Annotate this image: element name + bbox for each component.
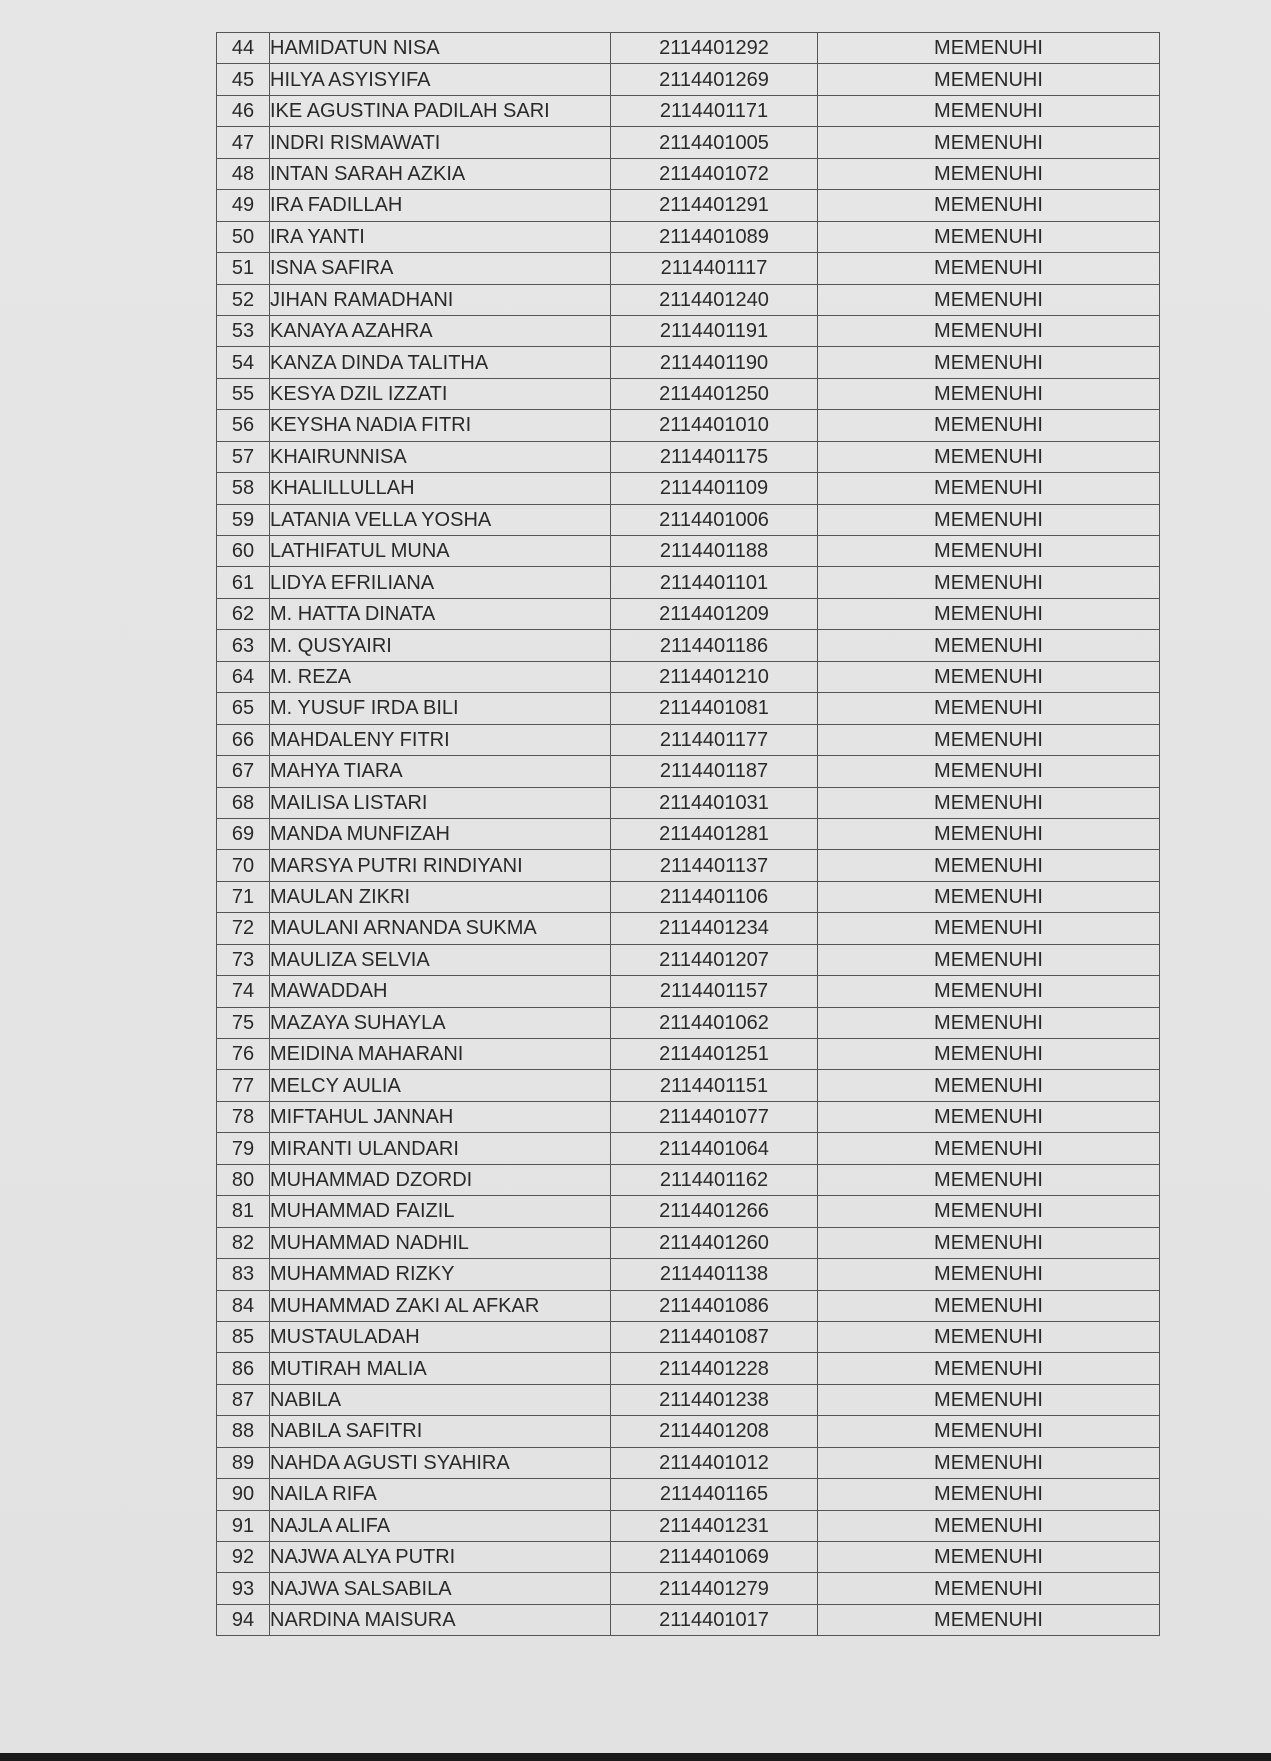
student-name: IRA FADILLAH (270, 190, 611, 221)
status-cell: MEMENUHI (818, 1133, 1160, 1164)
student-name: M. YUSUF IRDA BILI (270, 693, 611, 724)
table-row (217, 661, 1160, 692)
status-cell: MEMENUHI (818, 536, 1160, 567)
status-cell: MEMENUHI (818, 850, 1160, 881)
status-cell: MEMENUHI (818, 1070, 1160, 1101)
status-cell: MEMENUHI (818, 253, 1160, 284)
row-number: 68 (217, 787, 270, 818)
status-cell: MEMENUHI (818, 284, 1160, 315)
student-id: 2114401175 (611, 441, 818, 472)
row-number: 59 (217, 504, 270, 535)
row-number: 46 (217, 95, 270, 126)
status-cell: MEMENUHI (818, 1510, 1160, 1541)
row-number: 76 (217, 1039, 270, 1070)
row-number: 47 (217, 127, 270, 158)
table-row (217, 944, 1160, 975)
table-row (217, 724, 1160, 755)
student-name: NABILA SAFITRI (270, 1416, 611, 1447)
status-cell: MEMENUHI (818, 315, 1160, 346)
table-row (217, 1196, 1160, 1227)
status-cell: MEMENUHI (818, 410, 1160, 441)
student-name: MUHAMMAD FAIZIL (270, 1196, 611, 1227)
student-name: NARDINA MAISURA (270, 1604, 611, 1635)
row-number: 73 (217, 944, 270, 975)
student-name: LATHIFATUL MUNA (270, 536, 611, 567)
row-number: 85 (217, 1321, 270, 1352)
table-row (217, 441, 1160, 472)
status-cell: MEMENUHI (818, 378, 1160, 409)
student-name: KESYA DZIL IZZATI (270, 378, 611, 409)
status-cell: MEMENUHI (818, 1384, 1160, 1415)
student-name: M. QUSYAIRI (270, 630, 611, 661)
row-number: 53 (217, 315, 270, 346)
row-number: 92 (217, 1542, 270, 1573)
student-name: KHAIRUNNISA (270, 441, 611, 472)
row-number: 71 (217, 881, 270, 912)
table-row (217, 1164, 1160, 1195)
student-roster-table (216, 32, 1160, 1636)
row-number: 72 (217, 913, 270, 944)
table-row (217, 913, 1160, 944)
status-cell: MEMENUHI (818, 158, 1160, 189)
student-name: NABILA (270, 1384, 611, 1415)
row-number: 93 (217, 1573, 270, 1604)
table-row (217, 1101, 1160, 1132)
status-cell: MEMENUHI (818, 190, 1160, 221)
student-name: MUTIRAH MALIA (270, 1353, 611, 1384)
student-name: MAULANI ARNANDA SUKMA (270, 913, 611, 944)
student-name: KANZA DINDA TALITHA (270, 347, 611, 378)
student-name: MAULIZA SELVIA (270, 944, 611, 975)
row-number: 63 (217, 630, 270, 661)
table-row (217, 473, 1160, 504)
status-cell: MEMENUHI (818, 787, 1160, 818)
student-id: 2114401062 (611, 1007, 818, 1038)
row-number: 44 (217, 33, 270, 64)
status-cell: MEMENUHI (818, 1227, 1160, 1258)
row-number: 67 (217, 756, 270, 787)
student-name: MIRANTI ULANDARI (270, 1133, 611, 1164)
student-id: 2114401240 (611, 284, 818, 315)
status-cell: MEMENUHI (818, 1196, 1160, 1227)
student-name: ISNA SAFIRA (270, 253, 611, 284)
student-name: KEYSHA NADIA FITRI (270, 410, 611, 441)
status-cell: MEMENUHI (818, 913, 1160, 944)
student-id: 2114401005 (611, 127, 818, 158)
student-id: 2114401238 (611, 1384, 818, 1415)
student-id: 2114401069 (611, 1542, 818, 1573)
student-name: MAZAYA SUHAYLA (270, 1007, 611, 1038)
student-id: 2114401089 (611, 221, 818, 252)
status-cell: MEMENUHI (818, 598, 1160, 629)
table-row (217, 1133, 1160, 1164)
row-number: 65 (217, 693, 270, 724)
row-number: 49 (217, 190, 270, 221)
row-number: 88 (217, 1416, 270, 1447)
student-name: JIHAN RAMADHANI (270, 284, 611, 315)
student-name: LIDYA EFRILIANA (270, 567, 611, 598)
student-name: IKE AGUSTINA PADILAH SARI (270, 95, 611, 126)
table-row (217, 1227, 1160, 1258)
row-number: 70 (217, 850, 270, 881)
status-cell: MEMENUHI (818, 504, 1160, 535)
status-cell: MEMENUHI (818, 693, 1160, 724)
status-cell: MEMENUHI (818, 630, 1160, 661)
table-row (217, 1353, 1160, 1384)
status-cell: MEMENUHI (818, 1542, 1160, 1573)
table-row (217, 378, 1160, 409)
student-id: 2114401006 (611, 504, 818, 535)
table-row (217, 64, 1160, 95)
status-cell: MEMENUHI (818, 1164, 1160, 1195)
row-number: 69 (217, 818, 270, 849)
student-name: MIFTAHUL JANNAH (270, 1101, 611, 1132)
status-cell: MEMENUHI (818, 95, 1160, 126)
student-id: 2114401086 (611, 1290, 818, 1321)
student-name: MUHAMMAD DZORDI (270, 1164, 611, 1195)
status-cell: MEMENUHI (818, 756, 1160, 787)
student-id: 2114401210 (611, 661, 818, 692)
student-id: 2114401031 (611, 787, 818, 818)
status-cell: MEMENUHI (818, 473, 1160, 504)
table-row (217, 598, 1160, 629)
row-number: 58 (217, 473, 270, 504)
table-row (217, 504, 1160, 535)
student-id: 2114401109 (611, 473, 818, 504)
student-id: 2114401138 (611, 1259, 818, 1290)
table-row (217, 410, 1160, 441)
student-id: 2114401188 (611, 536, 818, 567)
table-row (217, 158, 1160, 189)
student-id: 2114401291 (611, 190, 818, 221)
student-id: 2114401106 (611, 881, 818, 912)
student-name: MUHAMMAD ZAKI AL AFKAR (270, 1290, 611, 1321)
student-name: NAJWA SALSABILA (270, 1573, 611, 1604)
table-row (217, 347, 1160, 378)
status-cell: MEMENUHI (818, 1290, 1160, 1321)
student-id: 2114401077 (611, 1101, 818, 1132)
roster-body (217, 33, 1160, 1636)
table-row (217, 95, 1160, 126)
table-row (217, 787, 1160, 818)
status-cell: MEMENUHI (818, 221, 1160, 252)
status-cell: MEMENUHI (818, 1039, 1160, 1070)
student-name: M. REZA (270, 661, 611, 692)
student-id: 2114401279 (611, 1573, 818, 1604)
student-name: NAILA RIFA (270, 1479, 611, 1510)
student-id: 2114401017 (611, 1604, 818, 1635)
student-id: 2114401157 (611, 976, 818, 1007)
row-number: 81 (217, 1196, 270, 1227)
student-id: 2114401165 (611, 1479, 818, 1510)
row-number: 84 (217, 1290, 270, 1321)
status-cell: MEMENUHI (818, 1604, 1160, 1635)
student-name: INDRI RISMAWATI (270, 127, 611, 158)
student-id: 2114401187 (611, 756, 818, 787)
table-row (217, 1384, 1160, 1415)
student-id: 2114401208 (611, 1416, 818, 1447)
student-name: MEIDINA MAHARANI (270, 1039, 611, 1070)
row-number: 55 (217, 378, 270, 409)
student-id: 2114401281 (611, 818, 818, 849)
student-id: 2114401101 (611, 567, 818, 598)
student-id: 2114401251 (611, 1039, 818, 1070)
student-id: 2114401191 (611, 315, 818, 346)
status-cell: MEMENUHI (818, 1447, 1160, 1478)
status-cell: MEMENUHI (818, 1007, 1160, 1038)
student-name: MUHAMMAD RIZKY (270, 1259, 611, 1290)
table-row (217, 536, 1160, 567)
row-number: 91 (217, 1510, 270, 1541)
student-name: KANAYA AZAHRA (270, 315, 611, 346)
status-cell: MEMENUHI (818, 441, 1160, 472)
row-number: 74 (217, 976, 270, 1007)
row-number: 57 (217, 441, 270, 472)
table-row (217, 976, 1160, 1007)
status-cell: MEMENUHI (818, 1416, 1160, 1447)
student-name: HAMIDATUN NISA (270, 33, 611, 64)
student-id: 2114401231 (611, 1510, 818, 1541)
table-row (217, 1259, 1160, 1290)
row-number: 90 (217, 1479, 270, 1510)
row-number: 94 (217, 1604, 270, 1635)
table-row (217, 567, 1160, 598)
row-number: 77 (217, 1070, 270, 1101)
status-cell: MEMENUHI (818, 944, 1160, 975)
student-name: LATANIA VELLA YOSHA (270, 504, 611, 535)
row-number: 56 (217, 410, 270, 441)
student-id: 2114401012 (611, 1447, 818, 1478)
table-row (217, 190, 1160, 221)
student-name: HILYA ASYISYIFA (270, 64, 611, 95)
table-row (217, 1573, 1160, 1604)
student-id: 2114401137 (611, 850, 818, 881)
row-number: 52 (217, 284, 270, 315)
status-cell: MEMENUHI (818, 347, 1160, 378)
table-row (217, 1039, 1160, 1070)
table-row (217, 315, 1160, 346)
row-number: 50 (217, 221, 270, 252)
table-row (217, 630, 1160, 661)
status-cell: MEMENUHI (818, 127, 1160, 158)
student-name: M. HATTA DINATA (270, 598, 611, 629)
row-number: 78 (217, 1101, 270, 1132)
student-id: 2114401087 (611, 1321, 818, 1352)
row-number: 66 (217, 724, 270, 755)
student-id: 2114401292 (611, 33, 818, 64)
student-name: MAULAN ZIKRI (270, 881, 611, 912)
student-name: MAHDALENY FITRI (270, 724, 611, 755)
student-name: MAILISA LISTARI (270, 787, 611, 818)
student-name: NAJLA ALIFA (270, 1510, 611, 1541)
table-row (217, 818, 1160, 849)
student-name: IRA YANTI (270, 221, 611, 252)
table-row (217, 881, 1160, 912)
table-row (217, 1510, 1160, 1541)
student-id: 2114401186 (611, 630, 818, 661)
student-name: MANDA MUNFIZAH (270, 818, 611, 849)
row-number: 64 (217, 661, 270, 692)
status-cell: MEMENUHI (818, 567, 1160, 598)
table-row (217, 1447, 1160, 1478)
row-number: 51 (217, 253, 270, 284)
table-row (217, 1007, 1160, 1038)
row-number: 89 (217, 1447, 270, 1478)
student-id: 2114401234 (611, 913, 818, 944)
row-number: 54 (217, 347, 270, 378)
table-row (217, 850, 1160, 881)
status-cell: MEMENUHI (818, 1353, 1160, 1384)
row-number: 83 (217, 1259, 270, 1290)
student-name: MAHYA TIARA (270, 756, 611, 787)
table-row (217, 693, 1160, 724)
student-name: MUSTAULADAH (270, 1321, 611, 1352)
student-id: 2114401207 (611, 944, 818, 975)
table-row (217, 1321, 1160, 1352)
student-id: 2114401171 (611, 95, 818, 126)
student-id: 2114401177 (611, 724, 818, 755)
student-name: MAWADDAH (270, 976, 611, 1007)
status-cell: MEMENUHI (818, 64, 1160, 95)
status-cell: MEMENUHI (818, 1321, 1160, 1352)
student-id: 2114401064 (611, 1133, 818, 1164)
scan-edge (0, 1753, 1271, 1761)
row-number: 79 (217, 1133, 270, 1164)
student-name: MUHAMMAD NADHIL (270, 1227, 611, 1258)
table-row (217, 221, 1160, 252)
student-id: 2114401260 (611, 1227, 818, 1258)
table-row (217, 284, 1160, 315)
row-number: 80 (217, 1164, 270, 1195)
table-row (217, 756, 1160, 787)
table-row (217, 1070, 1160, 1101)
row-number: 62 (217, 598, 270, 629)
student-id: 2114401072 (611, 158, 818, 189)
status-cell: MEMENUHI (818, 1101, 1160, 1132)
table-row (217, 1290, 1160, 1321)
student-name: NAHDA AGUSTI SYAHIRA (270, 1447, 611, 1478)
table-row (217, 1542, 1160, 1573)
table-row (217, 253, 1160, 284)
status-cell: MEMENUHI (818, 1259, 1160, 1290)
table-row (217, 1416, 1160, 1447)
row-number: 45 (217, 64, 270, 95)
row-number: 61 (217, 567, 270, 598)
status-cell: MEMENUHI (818, 724, 1160, 755)
student-id: 2114401266 (611, 1196, 818, 1227)
table-row (217, 127, 1160, 158)
status-cell: MEMENUHI (818, 33, 1160, 64)
student-name: KHALILLULLAH (270, 473, 611, 504)
status-cell: MEMENUHI (818, 1573, 1160, 1604)
row-number: 60 (217, 536, 270, 567)
status-cell: MEMENUHI (818, 661, 1160, 692)
student-name: MELCY AULIA (270, 1070, 611, 1101)
status-cell: MEMENUHI (818, 818, 1160, 849)
row-number: 82 (217, 1227, 270, 1258)
student-name: MARSYA PUTRI RINDIYANI (270, 850, 611, 881)
student-id: 2114401269 (611, 64, 818, 95)
status-cell: MEMENUHI (818, 976, 1160, 1007)
table-row (217, 1479, 1160, 1510)
status-cell: MEMENUHI (818, 881, 1160, 912)
row-number: 87 (217, 1384, 270, 1415)
student-id: 2114401117 (611, 253, 818, 284)
student-name: INTAN SARAH AZKIA (270, 158, 611, 189)
student-id: 2114401081 (611, 693, 818, 724)
table-row (217, 33, 1160, 64)
student-id: 2114401209 (611, 598, 818, 629)
table-row (217, 1604, 1160, 1635)
student-name: NAJWA ALYA PUTRI (270, 1542, 611, 1573)
row-number: 75 (217, 1007, 270, 1038)
student-id: 2114401151 (611, 1070, 818, 1101)
student-id: 2114401190 (611, 347, 818, 378)
row-number: 48 (217, 158, 270, 189)
student-id: 2114401228 (611, 1353, 818, 1384)
status-cell: MEMENUHI (818, 1479, 1160, 1510)
row-number: 86 (217, 1353, 270, 1384)
student-id: 2114401010 (611, 410, 818, 441)
student-id: 2114401162 (611, 1164, 818, 1195)
student-id: 2114401250 (611, 378, 818, 409)
